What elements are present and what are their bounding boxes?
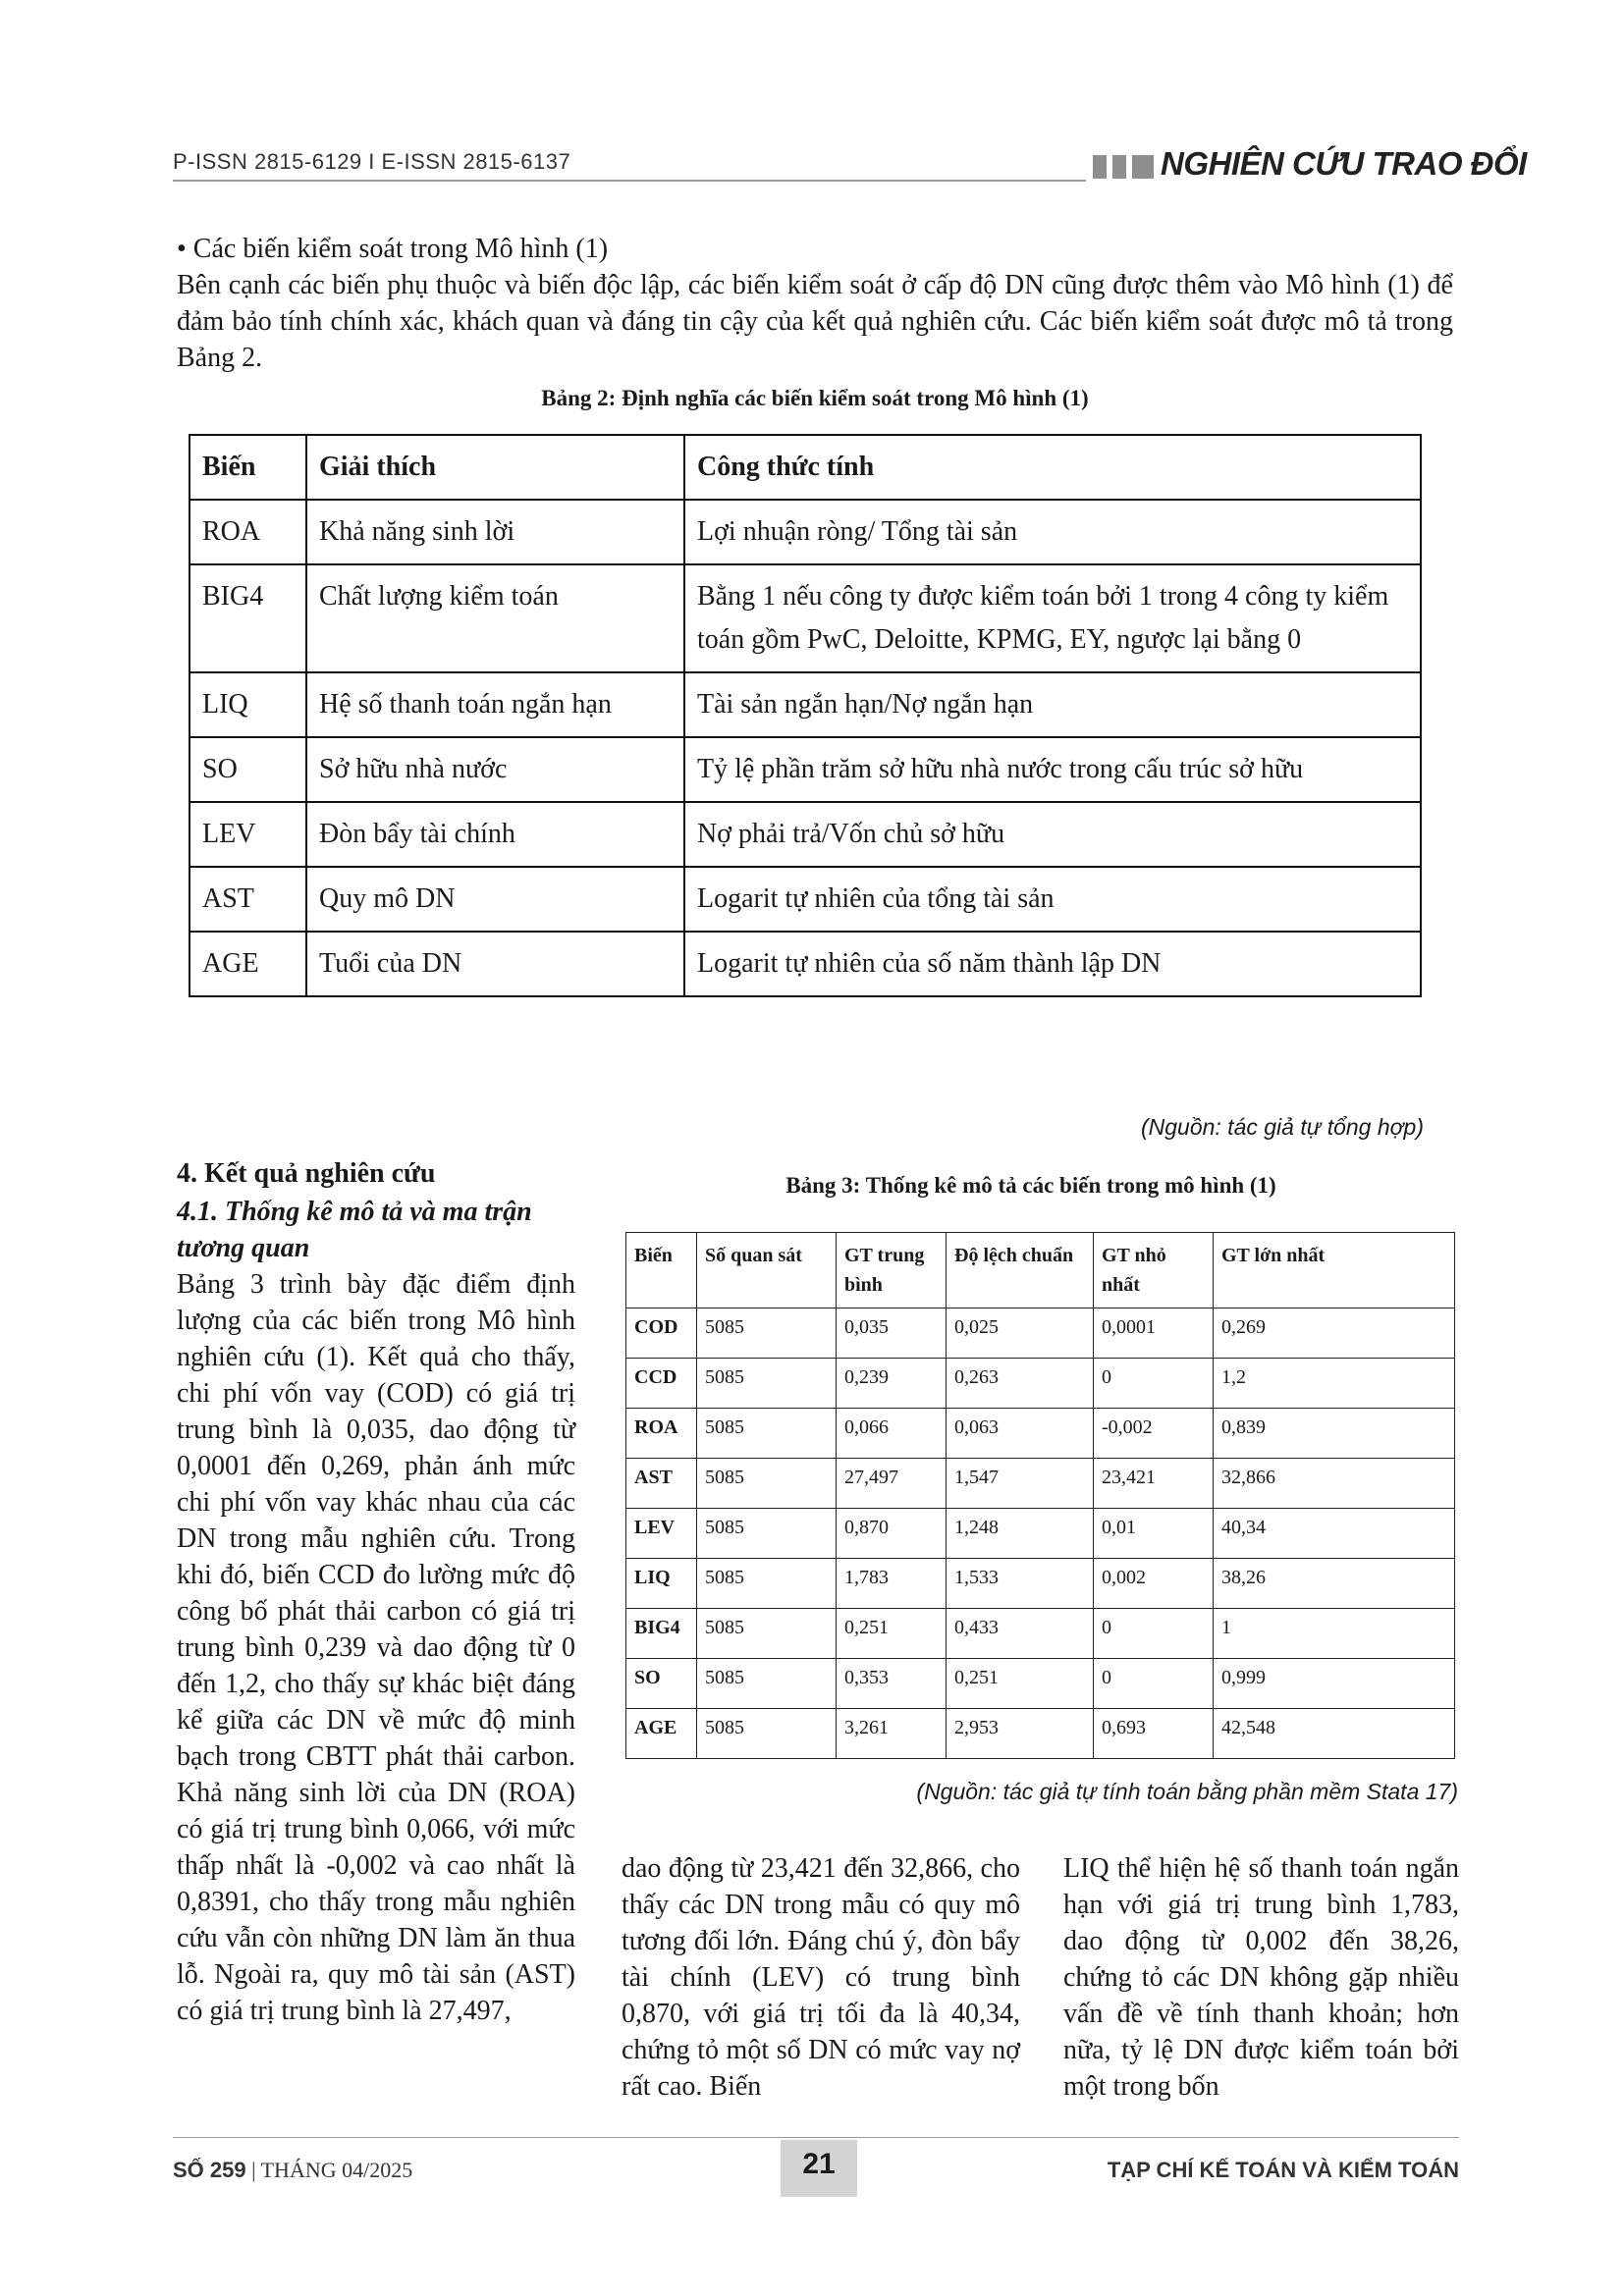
table3-cell: 5085 — [697, 1559, 837, 1609]
footer-issue-date: | THÁNG 04/2025 — [245, 2158, 413, 2182]
table3-cell: 5085 — [697, 1308, 837, 1359]
footer-journal-title: TẠP CHÍ KẾ TOÁN VÀ KIỂM TOÁN — [1107, 2158, 1459, 2182]
table2-cell-desc: Khả năng sinh lời — [306, 500, 684, 564]
table2-cell-desc: Quy mô DN — [306, 867, 684, 932]
table-row — [189, 932, 1421, 996]
table-row — [626, 1359, 1455, 1409]
table3-cell: 0 — [1094, 1659, 1214, 1709]
section-heading: 4. Kết quả nghiên cứu — [177, 1158, 436, 1189]
table3-cell: 0,263 — [947, 1359, 1094, 1409]
table3-cell: 0,01 — [1094, 1509, 1214, 1559]
table3-cell: 1,2 — [1214, 1359, 1455, 1409]
table3-cell: 3,261 — [837, 1709, 947, 1759]
table-row — [189, 802, 1421, 867]
table3-cell: 1,533 — [947, 1559, 1094, 1609]
table3-cell: 0,0001 — [1094, 1308, 1214, 1359]
table-row — [189, 867, 1421, 932]
table3-cell: 5085 — [697, 1459, 837, 1509]
table2-cell-desc: Đòn bẩy tài chính — [306, 802, 684, 867]
body-column-3: LIQ thể hiện hệ số thanh toán ngắn hạn với giá trị trung bình 1,783, dao động từ 0,002 đến 38,26, chứng tỏ các DN không gặp nhiều vấn đề về tính thanh khoản; hơn nữa, tỷ lệ DN được kiểm toán bởi một trong bốn — [1063, 1853, 1459, 2102]
table3-cell: 0,251 — [837, 1609, 947, 1659]
footer-issue — [173, 2158, 412, 2183]
body-column-2: dao động từ 23,421 đến 32,866, cho thấy các DN trong mẫu có quy mô tương đối lớn. Đáng chú ý, đòn bẩy tài chính (LEV) có trung bình 0,870, với giá trị tối đa là 40,34, chứng tỏ một số DN có mức vay nợ rất cao. Biến — [622, 1853, 1020, 2102]
table-row — [626, 1409, 1455, 1459]
table-row — [189, 737, 1421, 802]
table3-cell-var: ROA — [626, 1409, 697, 1459]
table2-cell-var: BIG4 — [189, 564, 306, 672]
table3-cell: 0,063 — [947, 1409, 1094, 1459]
table3-caption: Bảng 3: Thống kê mô tả các biến trong mô hình (1) — [785, 1173, 1276, 1198]
table3-cell: 5085 — [697, 1609, 837, 1659]
table3-cell-var: SO — [626, 1659, 697, 1709]
table3-cell: 27,497 — [837, 1459, 947, 1509]
header-section-title: NGHIÊN CỨU TRAO ĐỔI — [1161, 145, 1527, 182]
table3-cell: 1,783 — [837, 1559, 947, 1609]
table-row — [626, 1559, 1455, 1609]
table3-cell-var: AGE — [626, 1709, 697, 1759]
section-subheading: 4.1. Thống kê mô tả và ma trận tương quan — [177, 1197, 532, 1263]
table3-cell: 0,999 — [1214, 1659, 1455, 1709]
table3-cell: 5085 — [697, 1359, 837, 1409]
table2-cell-formula: Tài sản ngắn hạn/Nợ ngắn hạn — [684, 672, 1421, 737]
intro-bullet: • Các biến kiểm soát trong Mô hình (1) — [177, 234, 609, 264]
table3-cell: 5085 — [697, 1659, 837, 1709]
page-number: 21 — [802, 2148, 836, 2180]
table2-cell-var: AST — [189, 867, 306, 932]
table2-cell-formula: Logarit tự nhiên của số năm thành lập DN — [684, 932, 1421, 996]
table-row — [626, 1609, 1455, 1659]
table3-cell: 5085 — [697, 1709, 837, 1759]
table2-cell-formula: Bằng 1 nếu công ty được kiểm toán bởi 1 trong 4 công ty kiểm toán gồm PwC, Deloitte, KPMG, EY, ngược lại bằng 0 — [684, 564, 1421, 672]
table3-cell: 23,421 — [1094, 1459, 1214, 1509]
table2-header-cell: Biến — [189, 435, 306, 500]
table3-header-cell: GT lớn nhất — [1214, 1233, 1455, 1308]
table3-header-cell: GT trung bình — [837, 1233, 947, 1308]
table3 — [625, 1232, 1455, 1759]
table2-cell-desc: Tuổi của DN — [306, 932, 684, 996]
table2-cell-formula: Nợ phải trả/Vốn chủ sở hữu — [684, 802, 1421, 867]
table3-cell: 0,433 — [947, 1609, 1094, 1659]
table2-cell-var: LEV — [189, 802, 306, 867]
table3-cell: -0,002 — [1094, 1409, 1214, 1459]
table3-cell-var: LIQ — [626, 1559, 697, 1609]
table2-source: (Nguồn: tác giả tự tổng hợp) — [1140, 1114, 1424, 1140]
table3-cell: 40,34 — [1214, 1509, 1455, 1559]
table2-header-cell: Công thức tính — [684, 435, 1421, 500]
footer-issue-number: SỐ 259 — [173, 2158, 246, 2182]
table2-header-cell: Giải thích — [306, 435, 684, 500]
table3-cell-var: LEV — [626, 1509, 697, 1559]
table-row — [626, 1308, 1455, 1359]
table3-cell-var: BIG4 — [626, 1609, 697, 1659]
table3-cell: 0,239 — [837, 1359, 947, 1409]
table2-cell-desc: Sở hữu nhà nước — [306, 737, 684, 802]
table3-cell: 0,693 — [1094, 1709, 1214, 1759]
table3-header-row — [626, 1233, 1455, 1308]
table3-cell: 32,866 — [1214, 1459, 1455, 1509]
header-decor-blocks — [1093, 155, 1154, 179]
footer-rule — [173, 2137, 1459, 2138]
table3-cell: 0,002 — [1094, 1559, 1214, 1609]
table3-cell: 0 — [1094, 1359, 1214, 1409]
table3-cell: 0 — [1094, 1609, 1214, 1659]
table-row — [626, 1459, 1455, 1509]
table3-cell: 42,548 — [1214, 1709, 1455, 1759]
table-row — [626, 1509, 1455, 1559]
table3-cell: 2,953 — [947, 1709, 1094, 1759]
body-column-1: Bảng 3 trình bày đặc điểm định lượng của các biến trong Mô hình nghiên cứu (1). Kết quả cho thấy, chi phí vốn vay (COD) có giá trị trung bình là 0,035, dao động từ 0,0001 đến 0,269, phản ánh mức chi phí vốn vay khác nhau của các DN trong mẫu nghiên cứu. Trong khi đó, biến CCD đo lường mức độ công bố phát thải carbon có giá trị trung bình 0,239 và dao động từ 0 đến 1,2, cho thấy sự khác biệt đáng kể giữa các DN về mức độ minh bạch trong CBTT phát thải carbon. Khả năng sinh lời của DN (ROA) có giá trị trung bình 0,066, với mức thấp nhất là -0,002 và cao nhất là 0,8391, cho thấy trong mẫu nghiên cứu vẫn còn những DN làm ăn thua lỗ. Ngoài ra, quy mô tài sản (AST) có giá trị trung bình là 27,497, — [177, 1269, 575, 2026]
table3-source: (Nguồn: tác giả tự tính toán bằng phần mềm Stata 17) — [916, 1779, 1458, 1804]
table3-cell: 38,26 — [1214, 1559, 1455, 1609]
table2-cell-desc: Hệ số thanh toán ngắn hạn — [306, 672, 684, 737]
table3-header-cell: Độ lệch chuẩn — [947, 1233, 1094, 1308]
table2 — [189, 434, 1422, 997]
table3-cell: 0,035 — [837, 1308, 947, 1359]
table2-cell-var: LIQ — [189, 672, 306, 737]
table3-cell: 0,066 — [837, 1409, 947, 1459]
table3-header-cell: GT nhỏ nhất — [1094, 1233, 1214, 1308]
table2-cell-var: ROA — [189, 500, 306, 564]
table3-cell-var: AST — [626, 1459, 697, 1509]
table3-cell: 0,025 — [947, 1308, 1094, 1359]
table2-cell-formula: Logarit tự nhiên của tổng tài sản — [684, 867, 1421, 932]
table2-cell-desc: Chất lượng kiểm toán — [306, 564, 684, 672]
table3-cell: 0,251 — [947, 1659, 1094, 1709]
intro-paragraph: Bên cạnh các biến phụ thuộc và biến độc lập, các biến kiểm soát ở cấp độ DN cũng được thêm vào Mô hình (1) để đảm bảo tính chính xác, khách quan và đáng tin cậy của kết quả nghiên cứu. Các biến kiểm soát được mô tả trong Bảng 2. — [177, 270, 1453, 373]
table3-cell: 5085 — [697, 1409, 837, 1459]
table3-header-cell: Biến — [626, 1233, 697, 1308]
table-row — [626, 1659, 1455, 1709]
table-row — [189, 672, 1421, 737]
table3-cell: 1,547 — [947, 1459, 1094, 1509]
table2-caption: Bảng 2: Định nghĩa các biến kiểm soát trong Mô hình (1) — [541, 386, 1089, 410]
table2-cell-var: AGE — [189, 932, 306, 996]
table2-cell-formula: Lợi nhuận ròng/ Tổng tài sản — [684, 500, 1421, 564]
table3-cell: 0,839 — [1214, 1409, 1455, 1459]
table3-cell: 1 — [1214, 1609, 1455, 1659]
table2-header-row — [189, 435, 1421, 500]
header-issn: P-ISSN 2815-6129 I E-ISSN 2815-6137 — [173, 149, 571, 174]
header-rule — [173, 180, 1086, 182]
table-row — [189, 564, 1421, 672]
table3-cell: 0,870 — [837, 1509, 947, 1559]
table3-cell: 5085 — [697, 1509, 837, 1559]
table3-cell: 0,269 — [1214, 1308, 1455, 1359]
table-row — [626, 1709, 1455, 1759]
table3-header-cell: Số quan sát — [697, 1233, 837, 1308]
table2-cell-var: SO — [189, 737, 306, 802]
table3-cell-var: CCD — [626, 1359, 697, 1409]
table2-cell-formula: Tỷ lệ phần trăm sở hữu nhà nước trong cấu trúc sở hữu — [684, 737, 1421, 802]
table-row — [189, 500, 1421, 564]
table3-cell: 1,248 — [947, 1509, 1094, 1559]
table3-cell: 0,353 — [837, 1659, 947, 1709]
table3-cell-var: COD — [626, 1308, 697, 1359]
